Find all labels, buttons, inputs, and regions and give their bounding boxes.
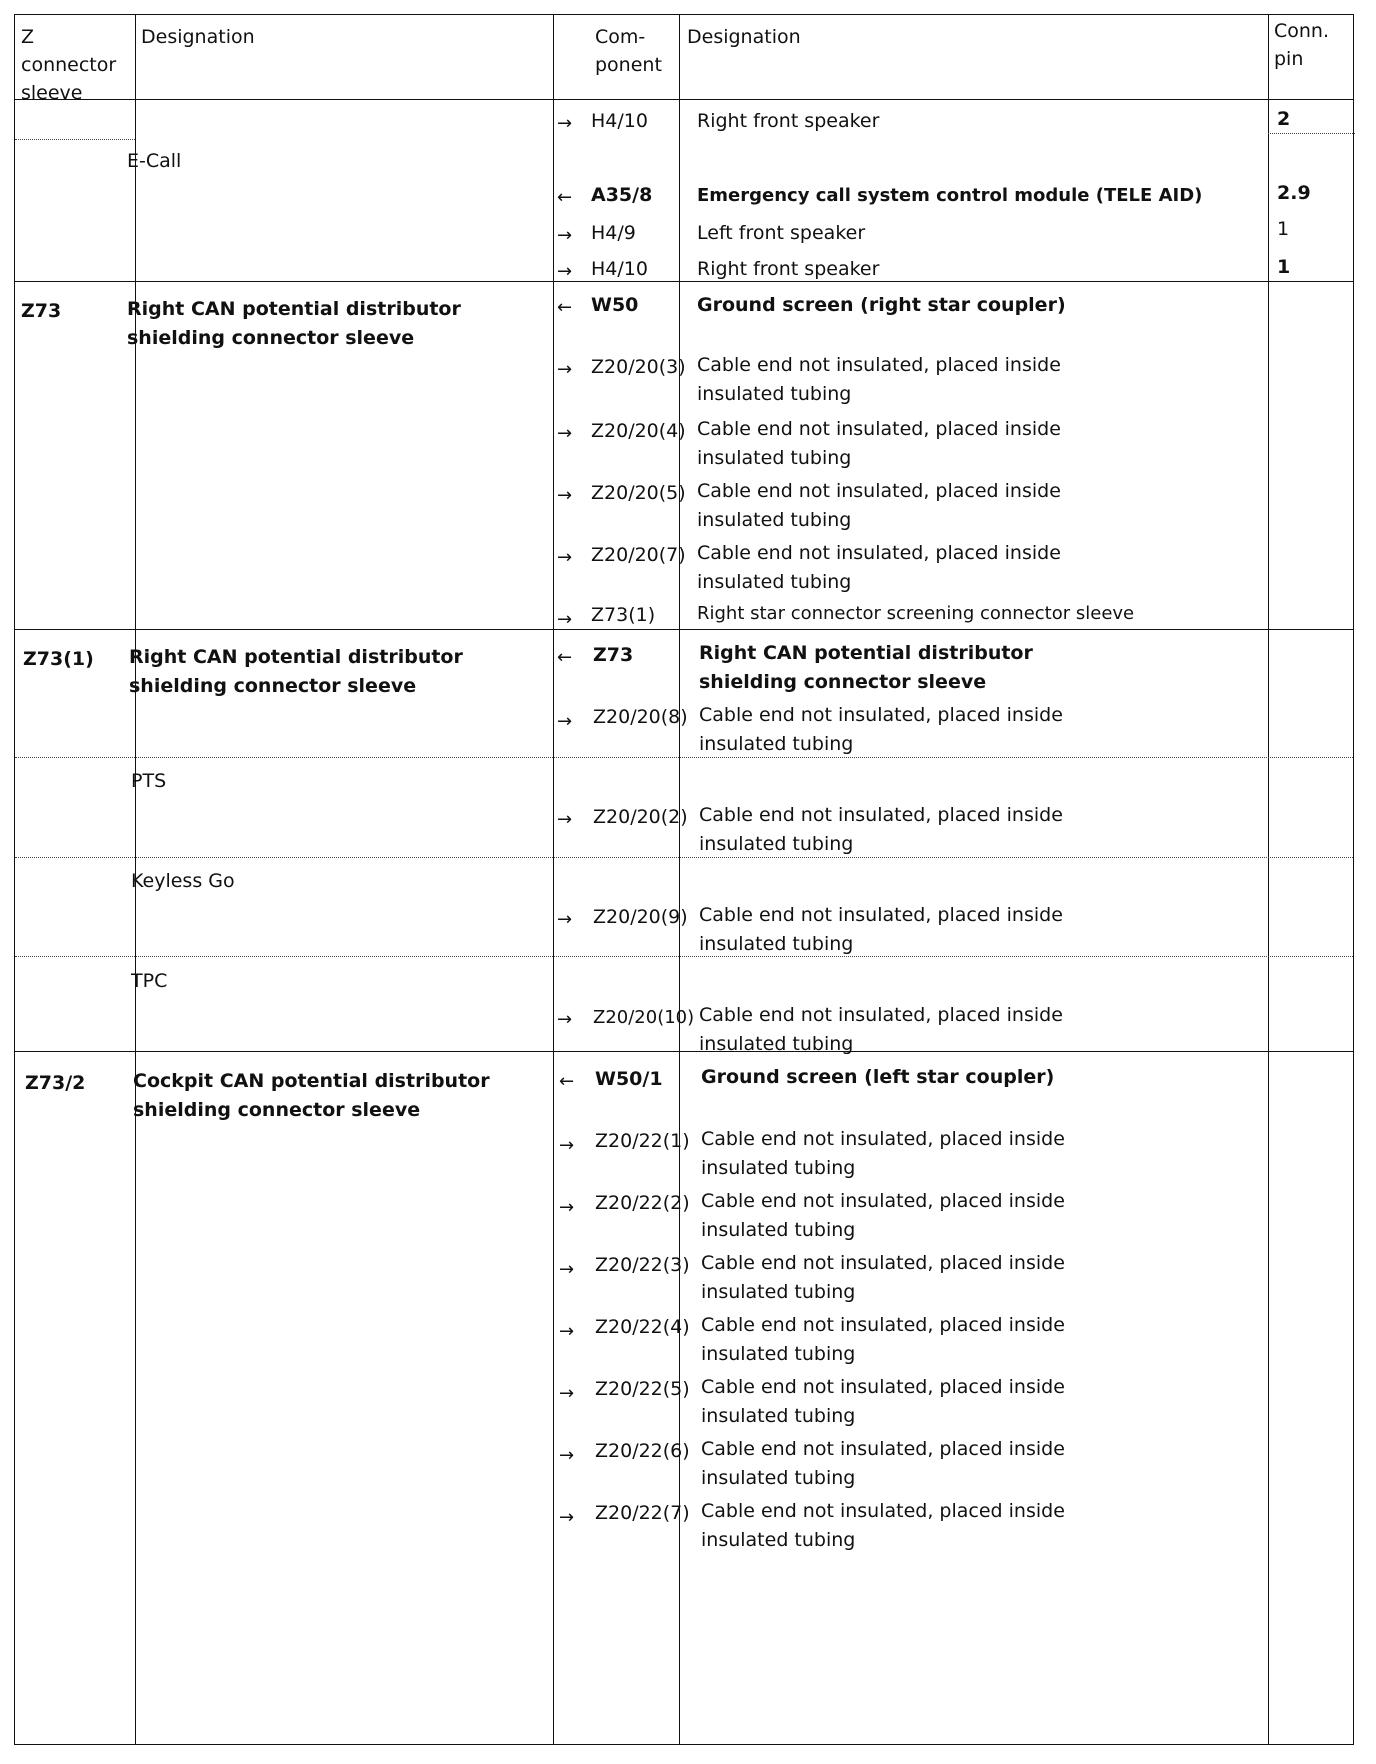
component-designation: Cable end not insulated, placed inside insulated tubing — [701, 1252, 1065, 1303]
direction-arrow: → — [557, 225, 573, 246]
row-divider — [15, 139, 135, 140]
component-code: Z20/20(8) — [593, 706, 688, 728]
connector-pin: 2.9 — [1277, 182, 1311, 204]
component-designation: Ground screen (left star coupler) — [701, 1066, 1055, 1088]
component-code: Z20/22(7) — [595, 1502, 690, 1524]
component-code: H4/10 — [591, 110, 648, 132]
sleeve-designation: Right CAN potential distributor shielding connector sleeve — [129, 646, 463, 697]
sleeve-code: Z73 — [21, 300, 62, 322]
component-designation: Cable end not insulated, placed inside insulated tubing — [699, 1004, 1063, 1055]
direction-arrow: ← — [559, 1071, 575, 1092]
component-designation: Right front speaker — [697, 110, 880, 132]
component-designation: Cable end not insulated, placed inside insulated tubing — [697, 542, 1061, 593]
component-code: Z20/20(4) — [591, 420, 686, 442]
row-divider — [15, 956, 1353, 957]
component-code: Z73(1) — [591, 604, 656, 626]
component-code: Z20/20(10) — [593, 1007, 695, 1028]
direction-arrow: → — [557, 423, 573, 444]
direction-arrow: → — [557, 113, 573, 134]
component-designation: Right CAN potential distributor shielding connector sleeve — [699, 642, 1033, 693]
sleeve-designation: Cockpit CAN potential distributor shielding connector sleeve — [133, 1070, 490, 1121]
direction-arrow: → — [559, 1197, 575, 1218]
component-designation: Cable end not insulated, placed inside insulated tubing — [699, 704, 1063, 755]
direction-arrow: → — [559, 1259, 575, 1280]
component-designation: Cable end not insulated, placed inside insulated tubing — [697, 418, 1061, 469]
header-sleeve: Z connector sleeve — [21, 26, 117, 104]
component-code: Z20/22(5) — [595, 1378, 690, 1400]
direction-arrow: ← — [557, 297, 573, 318]
group-label: TPC — [131, 970, 168, 992]
component-designation: Cable end not insulated, placed inside insulated tubing — [699, 904, 1063, 955]
component-designation: Cable end not insulated, placed inside insulated tubing — [701, 1376, 1065, 1427]
component-designation: Left front speaker — [697, 222, 866, 244]
component-code: Z20/22(3) — [595, 1254, 690, 1276]
connector-pin: 1 — [1277, 218, 1290, 240]
component-designation: Cable end not insulated, placed inside insulated tubing — [701, 1438, 1065, 1489]
component-code: Z73 — [593, 644, 634, 666]
connector-sleeve-table — [14, 14, 1354, 1745]
component-designation: Cable end not insulated, placed inside insulated tubing — [697, 480, 1061, 531]
sleeve-code: Z73(1) — [23, 648, 94, 670]
direction-arrow: → — [557, 909, 573, 930]
direction-arrow: → — [557, 485, 573, 506]
component-code: Z20/22(1) — [595, 1130, 690, 1152]
component-designation: Ground screen (right star coupler) — [697, 294, 1066, 316]
component-code: Z20/20(2) — [593, 806, 688, 828]
component-code: Z20/22(6) — [595, 1440, 690, 1462]
component-designation: Cable end not insulated, placed inside insulated tubing — [701, 1314, 1065, 1365]
direction-arrow: ← — [557, 647, 573, 668]
component-code: W50 — [591, 294, 639, 316]
component-code: W50/1 — [595, 1068, 663, 1090]
column-divider — [1268, 15, 1269, 1744]
direction-arrow: → — [559, 1321, 575, 1342]
sleeve-designation: Right CAN potential distributor shielding connector sleeve — [127, 298, 461, 349]
header-component: Com-ponent — [595, 26, 662, 76]
row-divider — [15, 757, 1353, 758]
row-divider — [15, 857, 1353, 858]
component-code: Z20/20(7) — [591, 544, 686, 566]
section-rule — [15, 629, 1353, 630]
component-code: A35/8 — [591, 184, 653, 206]
component-code: H4/10 — [591, 258, 648, 280]
direction-arrow: ← — [557, 187, 573, 208]
direction-arrow: → — [559, 1383, 575, 1404]
direction-arrow: → — [557, 261, 573, 282]
direction-arrow: → — [559, 1135, 575, 1156]
component-code: Z20/20(9) — [593, 906, 688, 928]
direction-arrow: → — [557, 609, 573, 630]
component-code: Z20/22(4) — [595, 1316, 690, 1338]
direction-arrow: → — [557, 1009, 573, 1030]
component-designation: Right star connector screening connector sleeve — [697, 603, 1135, 624]
header-designation: Designation — [141, 26, 255, 48]
direction-arrow: → — [557, 711, 573, 732]
sleeve-code: Z73/2 — [25, 1072, 86, 1094]
component-designation: Cable end not insulated, placed inside insulated tubing — [697, 354, 1061, 405]
header-rule — [15, 99, 1353, 100]
component-designation: Cable end not insulated, placed inside insulated tubing — [699, 804, 1063, 855]
column-divider — [553, 15, 554, 1744]
group-label: Keyless Go — [131, 870, 235, 892]
direction-arrow: → — [559, 1507, 575, 1528]
component-code: Z20/20(3) — [591, 356, 686, 378]
component-code: H4/9 — [591, 222, 636, 244]
component-designation: Cable end not insulated, placed inside insulated tubing — [701, 1190, 1065, 1241]
component-code: Z20/22(2) — [595, 1192, 690, 1214]
component-designation: Emergency call system control module (TELE AID) — [697, 185, 1203, 206]
connector-pin: 2 — [1277, 108, 1291, 130]
component-code: Z20/20(5) — [591, 482, 686, 504]
header-designation-2: Designation — [687, 26, 801, 48]
group-label: E-Call — [127, 150, 182, 172]
direction-arrow: → — [559, 1445, 575, 1466]
component-designation: Cable end not insulated, placed inside insulated tubing — [701, 1128, 1065, 1179]
direction-arrow: → — [557, 359, 573, 380]
component-designation: Right front speaker — [697, 258, 880, 280]
column-divider — [679, 15, 680, 1744]
connector-pin: 1 — [1277, 256, 1291, 278]
direction-arrow: → — [557, 809, 573, 830]
header-pin: Conn. pin — [1274, 20, 1330, 70]
direction-arrow: → — [557, 547, 573, 568]
component-designation: Cable end not insulated, placed inside insulated tubing — [701, 1500, 1065, 1551]
group-label: PTS — [131, 770, 167, 792]
section-rule — [15, 1051, 1353, 1052]
